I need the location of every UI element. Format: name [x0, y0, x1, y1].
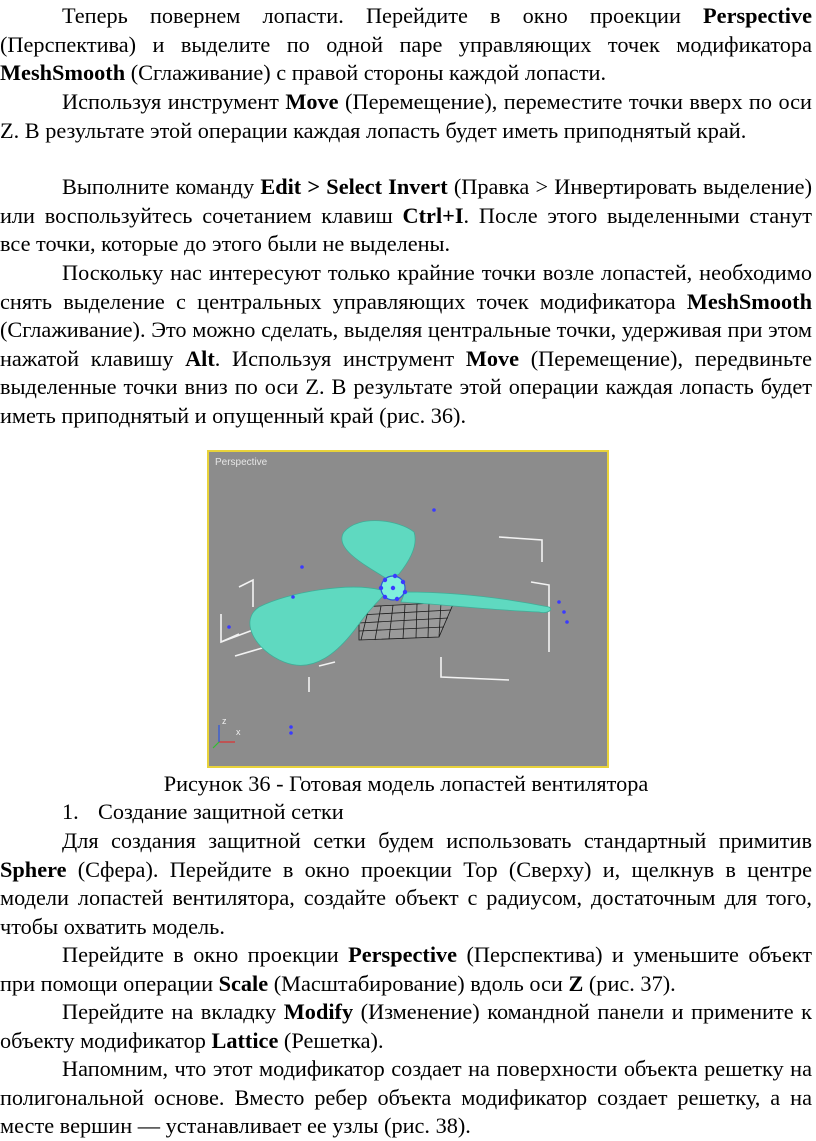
section-heading [62, 798, 344, 827]
text-run: Напомним, что этот модификатор создает на поверхности объекта решетку на полигональной основе. Вместо ребер объекта модификатор создает решетку, а на месте вершин — устанавливает ее узлы (рис. 38). [0, 1056, 812, 1138]
paragraph-5 [0, 827, 812, 941]
text-run: (Сглаживание) с правой стороны каждой лопасти. [125, 60, 607, 85]
text-run: Поскольку нас интересуют только крайние точки возле лопастей, необходимо снять выделение с центральных управляющих точек модификатора [0, 260, 812, 314]
text-run: Используя инструмент [62, 89, 286, 114]
axis-z-label: z [222, 716, 227, 726]
text-run: (Решетка). [278, 1027, 384, 1053]
figure-viewport [207, 450, 609, 768]
heading-number: 1. [62, 799, 79, 824]
text-run: (рис. 37). [583, 970, 676, 996]
paragraph-6 [0, 941, 812, 998]
bold-term: Lattice [211, 1027, 279, 1053]
text-run: . После этого выделенными станут все точки, которые до этого были не выделены. [0, 202, 812, 256]
figure-caption: Рисунок 36 - Готовая модель лопастей вентилятора [163, 771, 649, 796]
paragraph-1 [0, 2, 812, 88]
bold-term: Z [568, 970, 584, 996]
fan-blades-render [209, 452, 607, 766]
bold-term: Edit > Select Invert [260, 174, 448, 199]
bold-term: Scale [218, 970, 269, 996]
text-run: Перейдите на вкладку [62, 999, 284, 1024]
text-run: (Перемещение), переместите точки вверх по оси Z. В результате этой операции каждая лопасть будет иметь приподнятый край. [0, 89, 812, 143]
bold-term: Modify [283, 999, 354, 1024]
text-run: (Изменение) командной панели и примените к объекту модификатор [0, 999, 812, 1053]
bold-term: Perspective [348, 942, 458, 967]
axis-tripod [213, 716, 241, 748]
paragraph-4 [0, 259, 812, 430]
heading-text: Создание защитной сетки [98, 799, 344, 824]
bold-term: Move [285, 89, 339, 114]
text-run: Перейдите в окно проекции [62, 942, 349, 967]
bold-term: Perspective [703, 3, 812, 28]
axis-x-label: x [236, 727, 241, 737]
paragraph-3 [0, 173, 812, 259]
paragraph-8 [0, 1055, 812, 1141]
paragraph-7 [0, 998, 812, 1055]
bold-term: MeshSmooth [686, 288, 812, 314]
bold-term: MeshSmooth [0, 60, 126, 85]
bold-term: Alt [185, 345, 215, 371]
text-run: (Перспектива) и уменьшите объект при помощи операции [0, 942, 812, 996]
text-run: Теперь повернем лопасти. Перейдите в окно проекции [62, 3, 704, 28]
text-run: (Перспектива) и выделите по одной паре управляющих точек модификатора [0, 31, 812, 57]
bold-term: Ctrl+I [402, 202, 464, 228]
bold-term: Move [465, 345, 520, 371]
text-run: (Сфера). Перейдите в окно проекции Top (Сверху) и, щелкнув в центре модели лопастей вентилятора, создайте объект с радиусом, достаточным для того, чтобы охватить модель. [0, 856, 812, 939]
bold-term: Sphere [0, 856, 67, 882]
text-run: (Масштабирование) вдоль оси [268, 970, 569, 996]
text-run: (Правка > Инвертировать выделение) или воспользуйтесь сочетанием клавиш [0, 174, 813, 228]
viewport-label: Perspective [215, 457, 268, 468]
paragraph-2 [0, 88, 812, 145]
text-run: Для создания защитной сетки будем использовать стандартный примитив [62, 828, 812, 853]
text-run: (Сглаживание). Это можно сделать, выделяя центральные точки, удерживая при этом нажатой клавишу [0, 317, 812, 371]
text-run: (Перемещение), передвиньте выделенные точки вниз по оси Z. В результате этой операции каждая лопасть будет иметь приподнятый и опущенный край (рис. 36). [0, 345, 812, 428]
ground-grid [359, 602, 454, 640]
text-run: Выполните команду [62, 174, 261, 199]
text-run: . Используя инструмент [214, 345, 466, 371]
